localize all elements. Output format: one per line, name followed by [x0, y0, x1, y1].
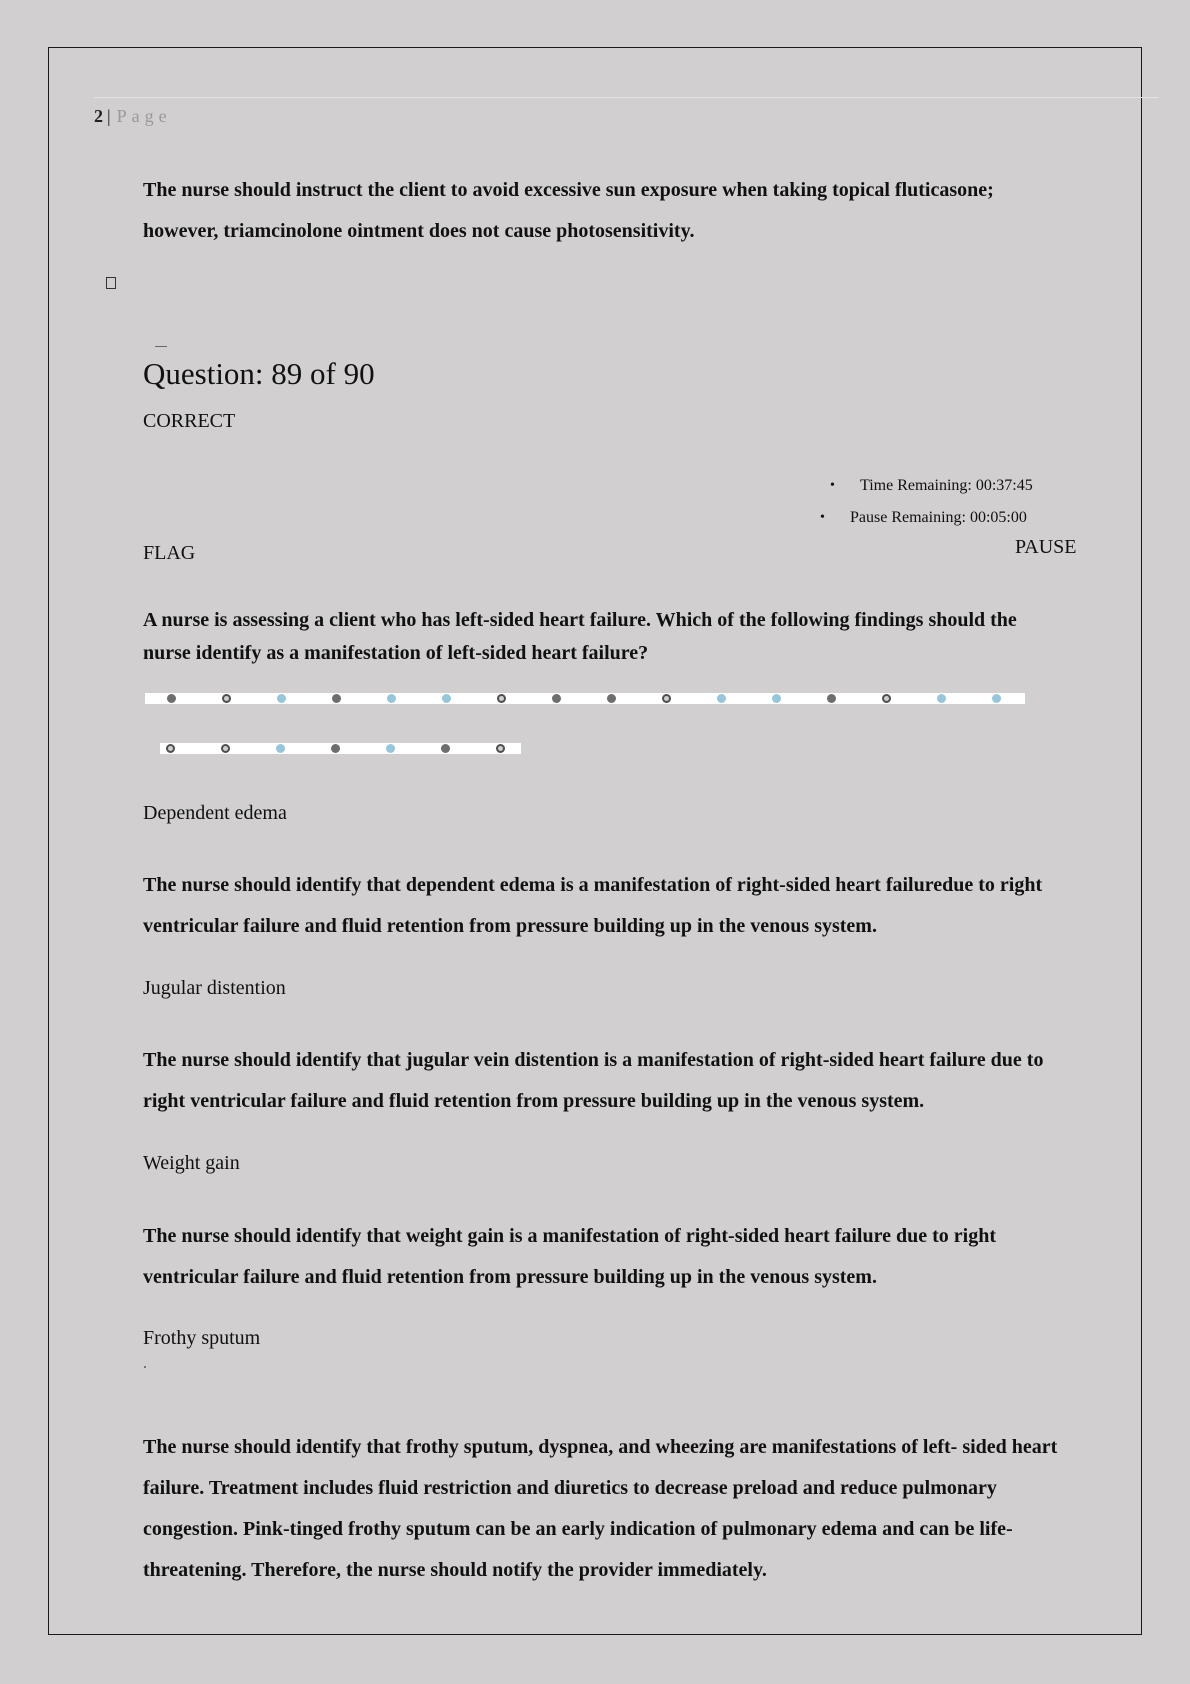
question-navigator-row-1	[145, 693, 1025, 704]
stray-mark	[144, 1366, 146, 1368]
option-rationale: The nurse should identify that weight gain is a manifestation of right-sided heart failure due to right ventricular failure and fluid retention from pressure building up in the venous system.	[143, 1225, 996, 1288]
page-separator: |	[107, 106, 111, 126]
pause-remaining-row	[820, 502, 1033, 534]
question-nav-dot[interactable]	[277, 694, 286, 703]
question-nav-dot[interactable]	[386, 744, 395, 753]
bullet-icon: •	[820, 510, 825, 525]
time-remaining-row	[830, 470, 1033, 502]
option-rationale: The nurse should identify that frothy sputum, dyspnea, and wheezing are manifestations of left- sided heart failure. Treatment includes fluid restriction and diuretics to decrease preload and reduce pulmonary congestion. Pink-tinged frothy sputum can be an early indication of pulmonary edema and can be life-threatening. Therefore, the nurse should notify the provider immediately.	[143, 1436, 1058, 1581]
question-title: Question: 89 of 90	[143, 356, 375, 391]
question-nav-dot[interactable]	[496, 744, 505, 753]
question-stem: A nurse is assessing a client who has left-sided heart failure. Which of the following findings should the nurse identify as a manifestation of left-sided heart failure?	[143, 609, 1017, 664]
header-rule	[94, 97, 1158, 98]
option-label[interactable]: Dependent edema	[143, 802, 287, 824]
question-status: CORRECT	[143, 410, 236, 432]
time-remaining: Time Remaining: 00:37:45	[860, 477, 1033, 494]
page-header	[94, 106, 172, 127]
question-nav-dot[interactable]	[442, 694, 451, 703]
question-nav-dot[interactable]	[332, 694, 341, 703]
flag-button[interactable]: FLAG	[143, 542, 196, 564]
question-nav-dot[interactable]	[166, 744, 175, 753]
question-nav-dot[interactable]	[552, 694, 561, 703]
intro-paragraph: The nurse should instruct the client to avoid excessive sun exposure when taking topical fluticasone; however, triamcinolone ointment does not cause photosensitivity.	[143, 179, 994, 242]
question-nav-dot[interactable]	[331, 744, 340, 753]
missing-glyph-icon	[106, 277, 116, 289]
tiny-mark	[155, 346, 167, 347]
pause-button[interactable]: PAUSE	[1015, 536, 1077, 558]
question-nav-dot[interactable]	[607, 694, 616, 703]
question-navigator-row-2	[160, 743, 521, 754]
question-nav-dot[interactable]	[276, 744, 285, 753]
option-label[interactable]: Frothy sputum	[143, 1327, 261, 1349]
option-rationale: The nurse should identify that dependent edema is a manifestation of right-sided heart failuredue to right ventricular failure and fluid retention from pressure building up in the venous system.	[143, 874, 1043, 937]
question-nav-dot[interactable]	[882, 694, 891, 703]
page-word: Page	[116, 106, 172, 126]
option-rationale: The nurse should identify that jugular vein distention is a manifestation of right-sided heart failure due to right ventricular failure and fluid retention from pressure building up in the venous system.	[143, 1049, 1044, 1112]
question-nav-dot[interactable]	[221, 744, 230, 753]
question-nav-dot[interactable]	[827, 694, 836, 703]
timers	[820, 470, 1033, 534]
question-nav-dot[interactable]	[497, 694, 506, 703]
question-nav-dot[interactable]	[441, 744, 450, 753]
question-nav-dot[interactable]	[387, 694, 396, 703]
page-number: 2	[94, 106, 103, 126]
question-nav-dot[interactable]	[992, 694, 1001, 703]
question-nav-dot[interactable]	[937, 694, 946, 703]
bullet-icon: •	[830, 478, 835, 493]
option-label[interactable]: Jugular distention	[143, 977, 286, 999]
question-nav-dot[interactable]	[772, 694, 781, 703]
question-nav-dot[interactable]	[717, 694, 726, 703]
pause-remaining: Pause Remaining: 00:05:00	[850, 509, 1027, 526]
question-nav-dot[interactable]	[662, 694, 671, 703]
page-frame	[48, 47, 1142, 1635]
question-nav-dot[interactable]	[222, 694, 231, 703]
question-nav-dot[interactable]	[167, 694, 176, 703]
option-label[interactable]: Weight gain	[143, 1152, 240, 1174]
